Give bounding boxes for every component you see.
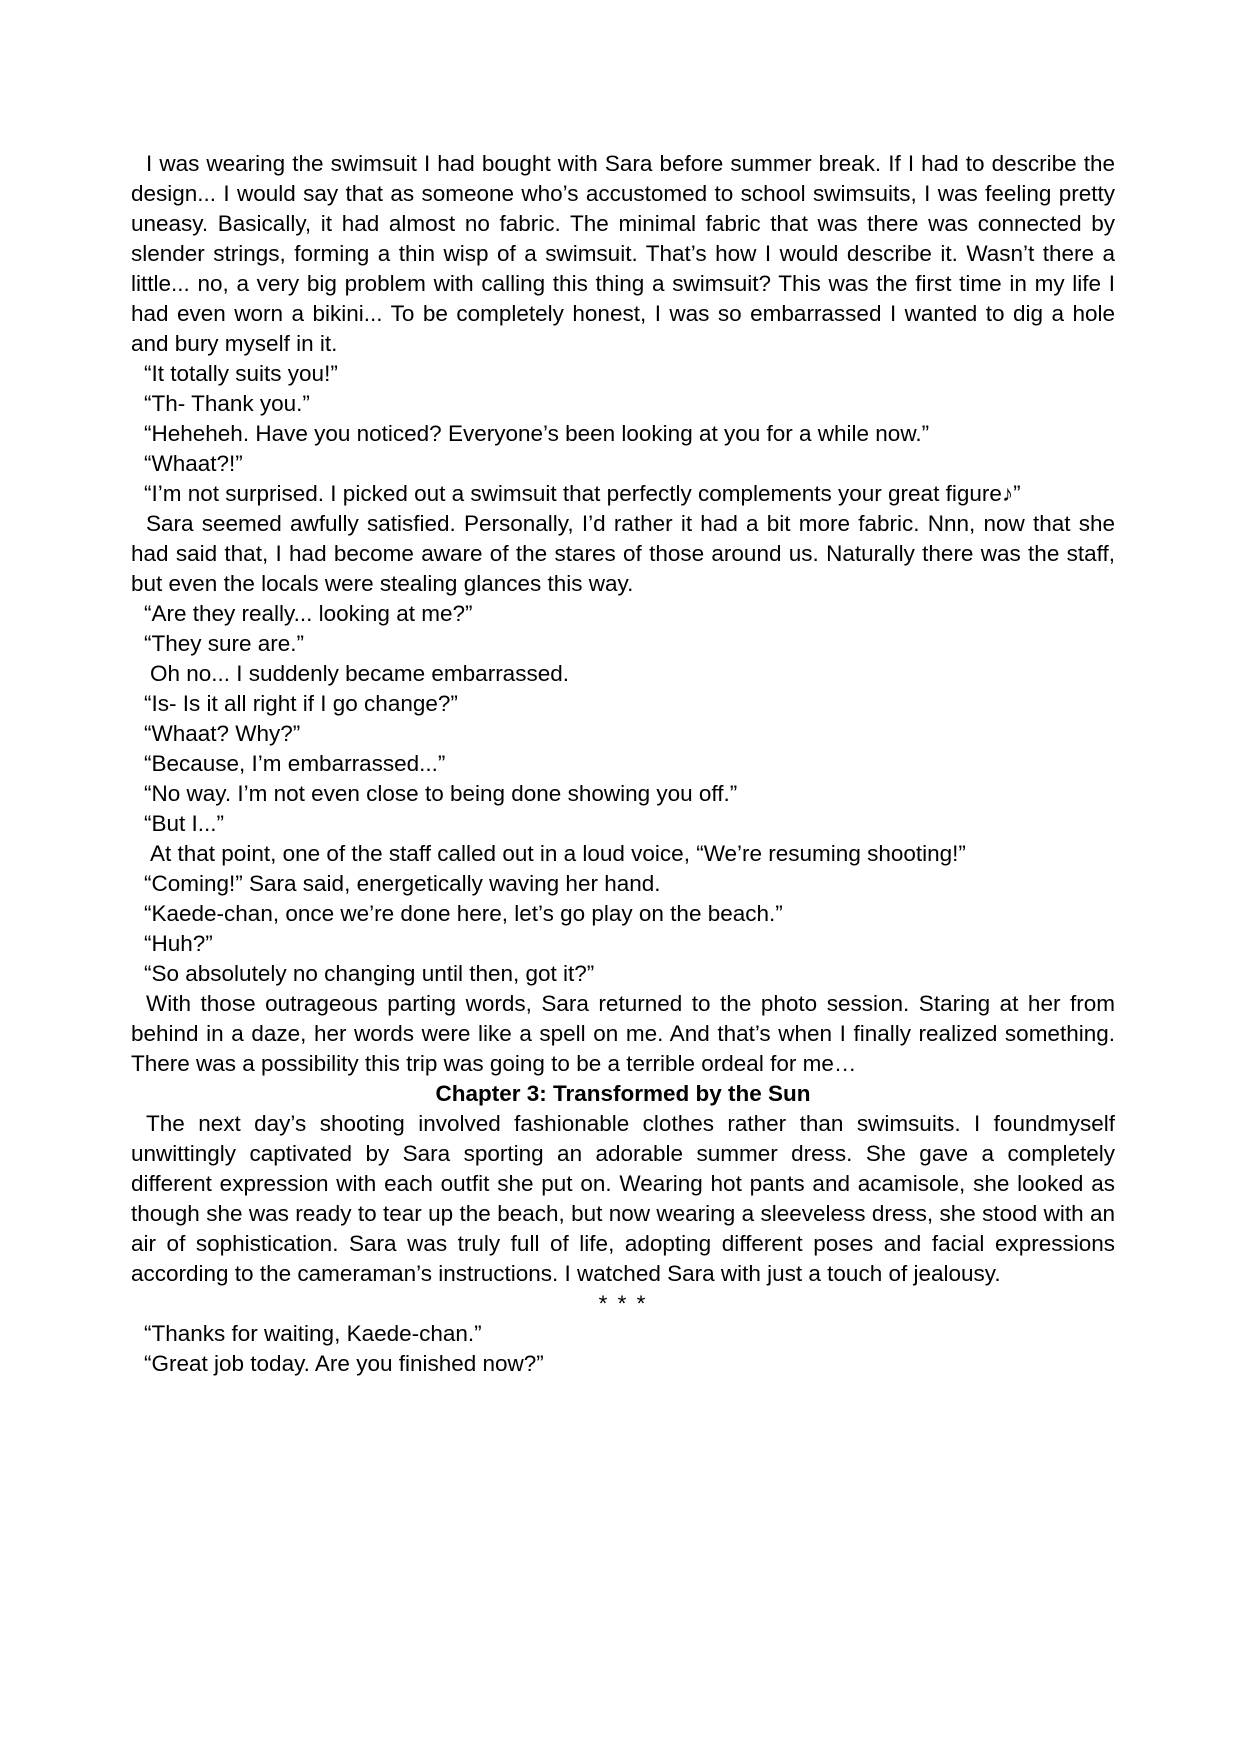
- dialogue-line: “Because, I’m embarrassed...”: [144, 751, 446, 776]
- dialogue-line: “They sure are.”: [144, 631, 305, 656]
- dialogue-line: “Heheheh. Have you noticed? Everyone’s been looking at you for a while now.”: [144, 421, 930, 446]
- paragraph: With those outrageous parting words, Sara returned to the photo session. Staring at her from behind in a daze, her words were like a spell on me. And that’s when I finally realized something. There was a possibility this trip was going to be a terrible ordeal for me…: [131, 991, 1115, 1076]
- dialogue-line: “Huh?”: [144, 931, 213, 956]
- scene-divider: * * *: [598, 1291, 648, 1316]
- dialogue-line: “Thanks for waiting, Kaede-chan.”: [144, 1321, 482, 1346]
- thought-line: Oh no... I suddenly became embarrassed.: [150, 661, 569, 686]
- dialogue-line: “But I...”: [144, 811, 225, 836]
- dialogue-line: “Th- Thank you.”: [144, 391, 310, 416]
- chapter-heading: Chapter 3: Transformed by the Sun: [435, 1081, 811, 1106]
- dialogue-line: “Kaede-chan, once we’re done here, let’s go play on the beach.”: [144, 901, 783, 926]
- dialogue-line: “I’m not surprised. I picked out a swimsuit that perfectly complements your great figure♪”: [144, 481, 1021, 506]
- dialogue-line: “Whaat? Why?”: [144, 721, 301, 746]
- dialogue-line: “Is- Is it all right if I go change?”: [144, 691, 458, 716]
- dialogue-line: “So absolutely no changing until then, got it?”: [144, 961, 595, 986]
- page-content: [131, 149, 1115, 1379]
- dialogue-line: “Whaat?!”: [144, 451, 243, 476]
- dialogue-line: “It totally suits you!”: [144, 361, 338, 386]
- dialogue-line: “Are they really... looking at me?”: [144, 601, 473, 626]
- paragraph: I was wearing the swimsuit I had bought with Sara before summer break. If I had to describe the design... I would say that as someone who’s accustomed to school swimsuits, I was feeling pretty uneasy. Basically, it had almost no fabric. The minimal fabric that was there was connected by slender strings, forming a thin wisp of a swimsuit. That’s how I would describe it. Wasn’t there a little... no, a very big problem with calling this thing a swimsuit? This was the first time in my life I had even worn a bikini... To be completely honest, I was so embarrassed I wanted to dig a hole and bury myself in it.: [131, 151, 1115, 356]
- thought-line: At that point, one of the staff called out in a loud voice, “We’re resuming shooting!”: [150, 841, 966, 866]
- paragraph: The next day’s shooting involved fashionable clothes rather than swimsuits. I foundmyself unwittingly captivated by Sara sporting an adorable summer dress. She gave a completely different expression with each outfit she put on. Wearing hot pants and acamisole, she looked as though she was ready to tear up the beach, but now wearing a sleeveless dress, she stood with an air of sophistication. Sara was truly full of life, adopting different poses and facial expressions according to the cameraman’s instructions. I watched Sara with just a touch of jealousy.: [131, 1111, 1115, 1286]
- dialogue-line: “Great job today. Are you finished now?”: [144, 1351, 544, 1376]
- paragraph: Sara seemed awfully satisfied. Personally, I’d rather it had a bit more fabric. Nnn, now that she had said that, I had become aware of the stares of those around us. Naturally there was the staff, but even the locals were stealing glances this way.: [131, 511, 1115, 596]
- dialogue-line: “Coming!” Sara said, energetically waving her hand.: [144, 871, 661, 896]
- dialogue-line: “No way. I’m not even close to being done showing you off.”: [144, 781, 738, 806]
